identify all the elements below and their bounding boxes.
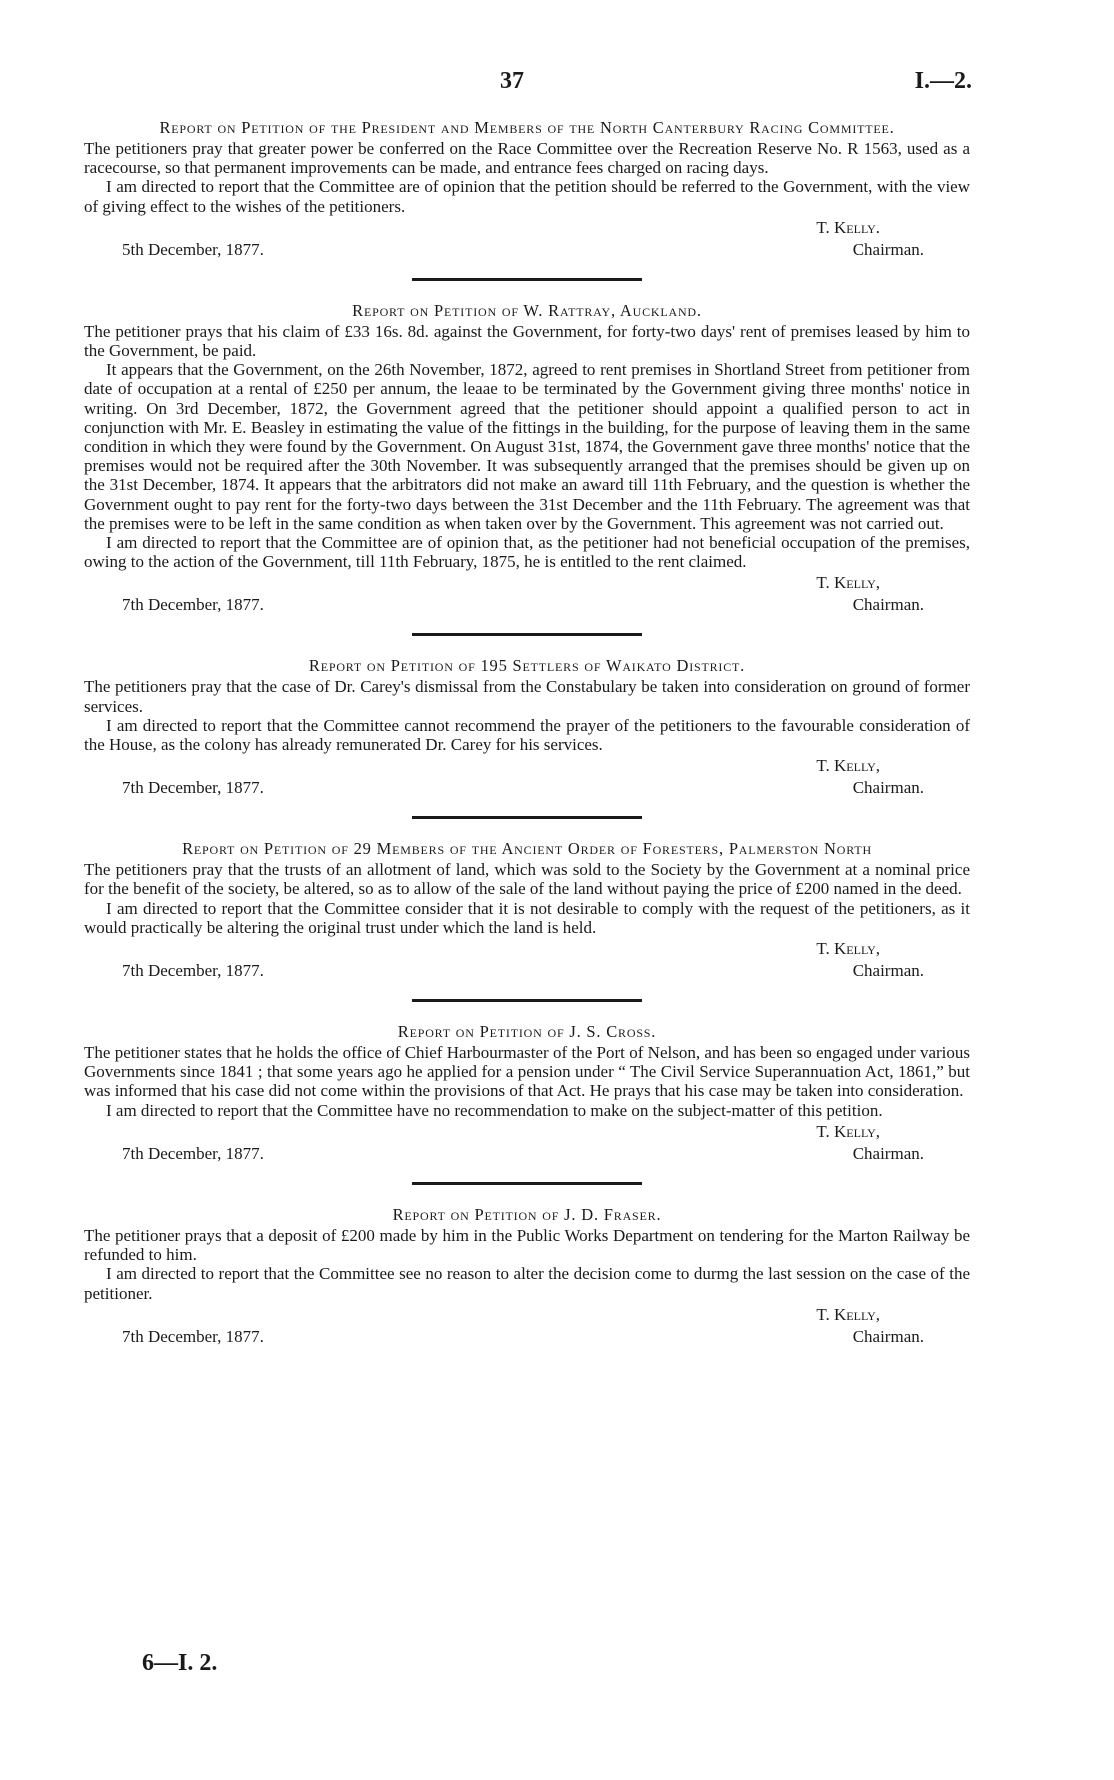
report-section xyxy=(84,839,970,1002)
report-paragraph: The petitioners pray that the case of Dr. Carey's dismissal from the Constabulary be taken into consideration on ground of former services. xyxy=(84,677,970,716)
document-reference: I.—2. xyxy=(914,68,972,94)
report-date: 7th December, 1877. xyxy=(122,1326,264,1346)
signatory-name: T. Kelly, xyxy=(816,573,880,593)
signatory-role: Chairman. xyxy=(852,239,924,259)
report-section xyxy=(84,118,970,281)
report-date: 5th December, 1877. xyxy=(122,239,264,259)
report-title: Report on Petition of J. D. Fraser. xyxy=(392,1204,662,1224)
report-title: Report on Petition of 29 Members of the Ancient Order of Foresters, Palmerston North xyxy=(182,839,872,859)
report-paragraph: The petitioners pray that greater power be conferred on the Race Committee over the Recreation Reserve No. R 1563, used as a racecourse, so that permanent improvements can be made, and entrance fees charged on racing days. xyxy=(84,139,970,178)
report-paragraph: The petitioner prays that his claim of £33 16s. 8d. against the Government, for forty-two days' rent of premises leased by him to the Government, be paid. xyxy=(84,321,970,361)
signature-block xyxy=(84,1305,970,1351)
report-title: Report on Petition of 195 Settlers of Waikato District. xyxy=(308,656,746,676)
signatory-role: Chairman. xyxy=(852,961,924,981)
report-title: Report on Petition of the President and Members of the North Canterbury Racing Committee. xyxy=(159,118,895,137)
signatory-role: Chairman. xyxy=(852,1326,924,1346)
report-title: Report on Petition of W. Rattray, Auckland. xyxy=(352,300,702,320)
report-paragraph: I am directed to report that the Committee see no reason to alter the decision come to durmg the last session on the case of the petitioner. xyxy=(84,1264,970,1303)
report-section xyxy=(84,656,970,819)
report-paragraph: The petitioners pray that the trusts of an allotment of land, which was sold to the Society by the Government at a nominal price for the benefit of the society, be altered, so as to allow of the sale of the land without paying the price of £200 named in the deed. xyxy=(84,860,970,899)
report-date: 7th December, 1877. xyxy=(122,1143,264,1163)
report-paragraph: I am directed to report that the Committee consider that it is not desirable to comply with the request of the petitioners, as it would practically be altering the original trust under which the land is held. xyxy=(84,898,970,937)
signatory-name: T. Kelly, xyxy=(816,939,880,959)
signatory-role: Chairman. xyxy=(852,595,924,615)
signatory-name: T. Kelly. xyxy=(816,217,880,237)
signature-block xyxy=(84,756,970,802)
report-section xyxy=(84,301,970,637)
report-title: Report on Petition of J. S. Cross. xyxy=(397,1022,657,1042)
section-divider xyxy=(412,1182,642,1185)
signatory-role: Chairman. xyxy=(852,1143,924,1163)
report-section xyxy=(84,1205,970,1351)
report-paragraph: I am directed to report that the Committee have no recommendation to make on the subject-matter of this petition. xyxy=(106,1100,883,1120)
report-section xyxy=(84,1022,970,1185)
report-paragraph: I am directed to report that the Committee are of opinion that, as the petitioner had not beneficial occupation of the premises, owing to the action of the Government, till 11th February, 1875, he is entitled to the rent claimed. xyxy=(84,533,970,572)
report-paragraph: It appears that the Government, on the 26th November, 1872, agreed to rent premises in Shortland Street from petitioner from date of occupation at a rental of £250 per annum, the leaae to be terminated by the Government giving three months' notice in writing. On 3rd December, 1872, the Government agreed that the petitioner should appoint a qualified person to act in conjunction with Mr. E. Beasley in estimating the value of the fittings in the building, for the purpose of leaving them in the same condition in which they were found by the Government. On August 31st, 1874, the Government gave three months' notice that the premises would not be required after the 30th November. It was subsequently arranged that the premises should be given up on the 31st December, 1874. It appears that the arbitrators did not make an award till 11th February, and the question is whether the Government ought to pay rent for the forty-two days between the 31st December and the 11th February. The agreement was that the premises were to be left in the same condition as when taken over by the Government. This agreement was not carried out. xyxy=(84,360,970,533)
report-paragraph: I am directed to report that the Committee cannot recommend the prayer of the petitioners to the favourable consideration of the House, as the colony has already remunerated Dr. Carey for his services. xyxy=(84,715,970,755)
report-date: 7th December, 1877. xyxy=(122,778,264,798)
signature-mark: 6—I. 2. xyxy=(142,1650,218,1676)
section-divider xyxy=(412,633,642,636)
page-header xyxy=(0,68,1114,108)
signature-block xyxy=(84,1122,970,1168)
signature-block xyxy=(84,218,970,264)
report-paragraph: The petitioner states that he holds the office of Chief Harbourmaster of the Port of Nelson, and has been so engaged under various Governments since 1841 ; that some years ago he applied for a pension under “ The Civil Service Superannuation Act, 1861,” but was informed that his case did not come within the provisions of that Act. He prays that his case may be taken into consideration. xyxy=(84,1043,970,1101)
signature-block xyxy=(84,573,970,619)
section-divider xyxy=(412,816,642,819)
signatory-role: Chairman. xyxy=(852,778,924,798)
signatory-name: T. Kelly, xyxy=(816,1121,880,1141)
signatory-name: T. Kelly, xyxy=(816,756,880,776)
signatory-name: T. Kelly, xyxy=(816,1304,880,1324)
page-number: 37 xyxy=(500,68,524,94)
section-divider xyxy=(412,999,642,1002)
report-date: 7th December, 1877. xyxy=(122,595,264,615)
report-paragraph: The petitioner prays that a deposit of £200 made by him in the Public Works Department on tendering for the Marton Railway be refunded to him. xyxy=(84,1225,970,1265)
page-body xyxy=(84,118,970,1351)
report-paragraph: I am directed to report that the Committee are of opinion that the petition should be referred to the Government, with the view of giving effect to the wishes of the petitioners. xyxy=(84,177,970,216)
report-date: 7th December, 1877. xyxy=(122,961,264,981)
signature-block xyxy=(84,939,970,985)
section-divider xyxy=(412,278,642,281)
